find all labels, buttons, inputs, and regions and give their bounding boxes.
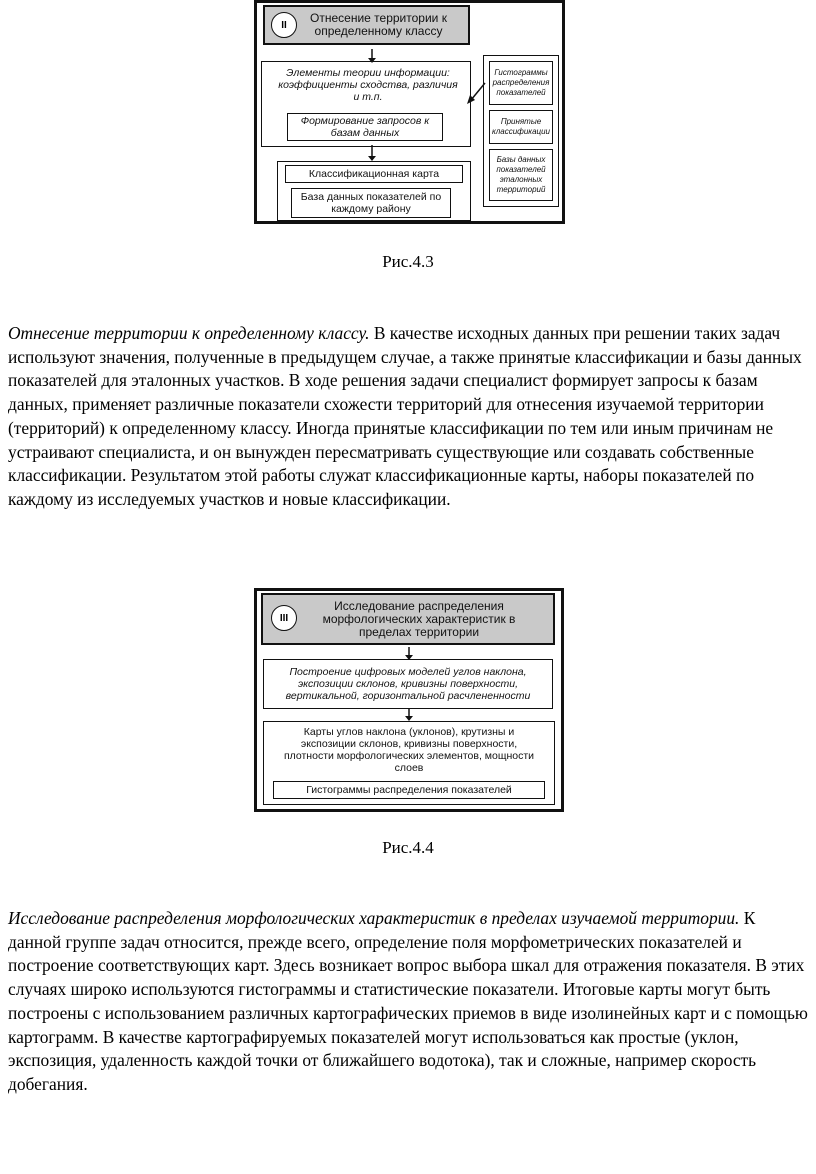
paragraph-2-text: К данной группе задач относится, прежде всего, определение поля морфометрических показателей и построение соответствующих карт. Здесь возникает вопрос выбора шкал для отражения показателя. В этих случаях широко используются гистограммы и статистические показатели. Итоговые карты могут быть построены с использованием различных картографических приемов в виде изолинейных карт и с помощью картограмм. В качестве картографируемых показателей могут использоваться как простые (уклон, экспозиция, удаленность каждой точки от ближайшего водотока), так и сложные, например скорость добегания. — [8, 908, 808, 1094]
figure-4-4-caption: Рис.4.4 — [382, 838, 434, 857]
figure-4-3-box-db: База данных показателей по каждому району — [291, 188, 451, 218]
figure-4-3-side-accepted: Принятые классификации — [489, 110, 553, 144]
figure-4-4-box-histograms: Гистограммы распределения показателей — [273, 781, 545, 799]
paragraph-1-text: В качестве исходных данных при решении таких задач используют значения, полученные в предыдущем случае, а также принятые классификации и базы данных показателей для эталонных участков. В ходе решения задачи специалист формирует запросы к базам данных, применяет различные показатели схожести территорий для отнесения изучаемой территории (территорий) к определенному классу. Иногда принятые классификации по тем или иным причинам не устраивают специалиста, и он вынужден пересматривать существующие или создавать собственные классификации. Результатом этой работы служат классификационные карты, наборы показателей по каждому из исследуемых участков и новые классификации. — [8, 323, 802, 509]
paragraph-1 — [8, 322, 808, 512]
figure-4-3-box-elements: Элементы теории информации: коэффициенты сходства, различия и т.п. — [269, 63, 467, 107]
figure-4-3-side-histograms: Гистограммы распределения показателей — [489, 61, 553, 105]
figure-4-4-box-models: Построение цифровых моделей углов наклона, экспозиции склонов, кривизны поверхности, вертикальной, горизонтальной расчлененности — [263, 659, 553, 709]
paragraph-2-lead: Исследование распределения морфологических характеристик в пределах изучаемой территории. — [8, 908, 740, 928]
figure-4-4-box-maps: Карты углов наклона (уклонов), крутизны и экспозиции склонов, кривизны поверхности, плотности морфологических элементов, мощности слоев — [271, 723, 547, 777]
paragraph-1-lead: Отнесение территории к определенному классу. — [8, 323, 370, 343]
figure-4-4-title: Исследование распределения морфологических характеристик в пределах территории — [322, 598, 516, 639]
figure-4-4-number: III — [271, 605, 297, 631]
figure-4-3-side-dbs: Базы данных показателей эталонных территорий — [489, 149, 553, 201]
figure-4-4-header — [261, 593, 555, 645]
figure-4-3-number: II — [271, 12, 297, 38]
paragraph-2 — [8, 907, 808, 1097]
figure-4-3-box-queries: Формирование запросов к базам данных — [287, 113, 443, 141]
figure-4-3-title: Отнесение территории к определенному классу — [310, 11, 447, 38]
figure-4-3-caption: Рис.4.3 — [382, 252, 434, 271]
figure-4-4 — [254, 588, 564, 812]
figure-4-3 — [254, 0, 565, 224]
figure-4-3-box-classmap: Классификационная карта — [285, 165, 463, 183]
